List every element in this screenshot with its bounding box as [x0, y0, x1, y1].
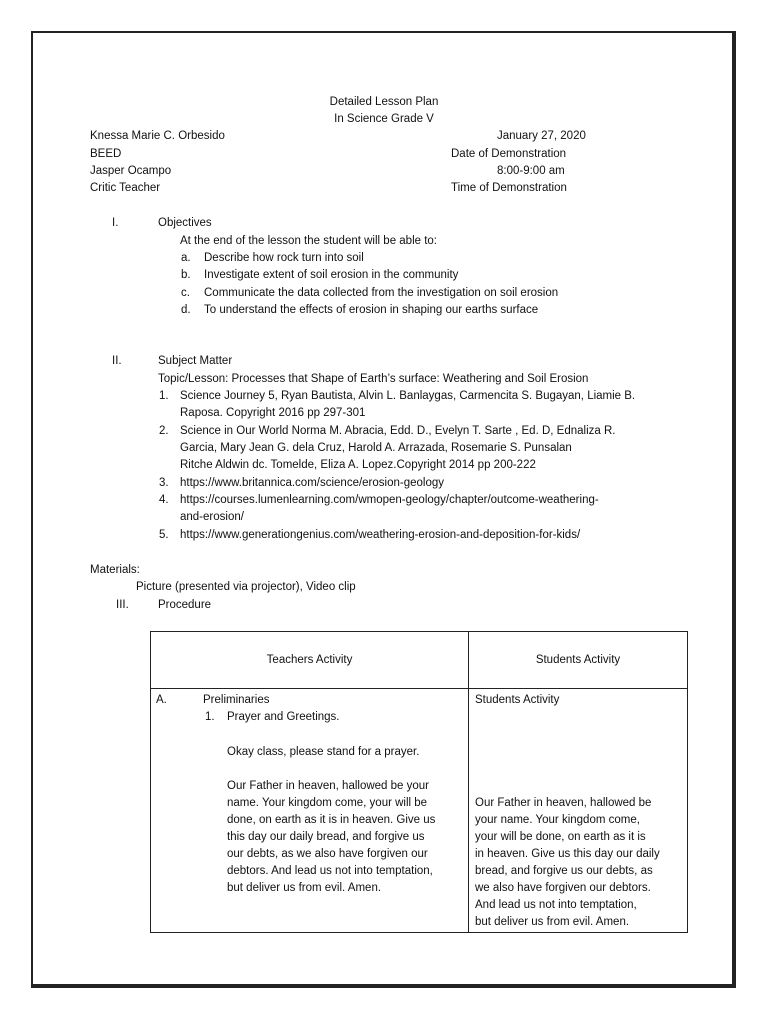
- student-prayer-line: Our Father in heaven, hallowed be: [475, 797, 652, 809]
- student-prayer-line: And lead us not into temptation,: [475, 899, 637, 911]
- topic-lesson: Topic/Lesson: Processes that Shape of Earth’s surface: Weathering and Soil Erosion: [158, 373, 589, 385]
- reference-number: 5.: [159, 529, 169, 541]
- objective-letter: a.: [181, 252, 191, 264]
- teacher-prayer-line: but deliver us from evil. Amen.: [227, 882, 382, 894]
- document-subtitle: In Science Grade V: [334, 113, 434, 125]
- reference-number: 1.: [159, 390, 169, 402]
- teacher-name: Jasper Ocampo: [90, 165, 172, 177]
- objective-item: Describe how rock turn into soil: [204, 252, 364, 264]
- reference-link[interactable]: https://courses.lumenlearning.com/wmopen-geology/chapter/outcome-weathering-: [180, 494, 599, 506]
- time-label: Time of Demonstration: [451, 182, 567, 194]
- teacher-role: Critic Teacher: [90, 182, 161, 194]
- teacher-prayer-line: our debts, as we also have forgiven our: [227, 848, 428, 860]
- subject-matter-heading: Subject Matter: [158, 355, 233, 367]
- students-activity-cell: [469, 689, 688, 933]
- document-title: Detailed Lesson Plan: [329, 96, 439, 108]
- teacher-prayer-line: debtors. And lead us not into temptation,: [227, 865, 433, 877]
- teachers-activity-header: Teachers Activity: [151, 632, 469, 689]
- objectives-intro: At the end of the lesson the student will be able to:: [180, 235, 438, 247]
- objectives-heading: Objectives: [158, 217, 212, 229]
- reference-link[interactable]: https://www.britannica.com/science/erosion-geology: [180, 477, 444, 489]
- reference-number: 4.: [159, 494, 169, 506]
- section-heading: Preliminaries: [203, 694, 270, 706]
- student-prayer-line: your name. Your kingdom come,: [475, 814, 640, 826]
- reference-link[interactable]: and-erosion/: [180, 511, 244, 523]
- objective-item: Communicate the data collected from the investigation on soil erosion: [204, 287, 559, 299]
- procedure-numeral: III.: [116, 599, 129, 611]
- reference-number: 2.: [159, 425, 169, 437]
- student-prayer-line: but deliver us from evil. Amen.: [475, 916, 630, 928]
- students-activity-header: Students Activity: [469, 632, 688, 689]
- author-name: Knessa Marie C. Orbesido: [90, 130, 225, 142]
- reference-line: Raposa. Copyright 2016 pp 297-301: [180, 407, 366, 419]
- reference-line: Science Journey 5, Ryan Bautista, Alvin L. Banlaygas, Carmencita S. Bugayan, Liamie B.: [180, 390, 636, 402]
- objective-letter: d.: [181, 304, 191, 316]
- teacher-prayer-line: Our Father in heaven, hallowed be your: [227, 780, 430, 792]
- objectives-numeral: I.: [112, 217, 119, 229]
- objective-letter: b.: [181, 269, 191, 281]
- materials-text: Picture (presented via projector), Video clip: [136, 581, 356, 593]
- reference-line: Ritche Aldwin dc. Tomelde, Eliza A. Lopez.Copyright 2014 pp 200-222: [180, 459, 536, 471]
- student-prayer-line: bread, and forgive us our debts, as: [475, 865, 653, 877]
- reference-line: Science in Our World Norma M. Abracia, Edd. D., Evelyn T. Sarte , Ed. D, Ednaliza R.: [180, 425, 616, 437]
- materials-heading: Materials:: [90, 564, 140, 576]
- date-label: Date of Demonstration: [451, 148, 567, 160]
- subject-matter-numeral: II.: [112, 355, 122, 367]
- objective-item: Investigate extent of soil erosion in the community: [204, 269, 459, 281]
- students-activity-heading: Students Activity: [475, 694, 560, 706]
- reference-number: 3.: [159, 477, 169, 489]
- student-prayer-line: your will be done, on earth as it is: [475, 831, 646, 843]
- teacher-prayer-line: name. Your kingdom come, your will be: [227, 797, 428, 809]
- reference-link[interactable]: https://www.generationgenius.com/weathering-erosion-and-deposition-for-kids/: [180, 529, 581, 541]
- author-role: BEED: [90, 148, 122, 160]
- procedure-table: [150, 631, 688, 933]
- objective-item: To understand the effects of erosion in shaping our earths surface: [204, 304, 539, 316]
- teachers-activity-cell: [151, 689, 469, 933]
- reference-line: Garcia, Mary Jean G. dela Cruz, Harold A. Arrazada, Rosemarie S. Punsalan: [180, 442, 572, 454]
- procedure-heading: Procedure: [158, 599, 212, 611]
- step-title: Prayer and Greetings.: [227, 711, 340, 723]
- section-letter: A.: [156, 694, 167, 706]
- time-value: 8:00-9:00 am: [497, 165, 565, 177]
- teacher-prayer-line: this day our daily bread, and forgive us: [227, 831, 425, 843]
- date-value: January 27, 2020: [497, 130, 586, 142]
- step-number: 1.: [205, 711, 215, 723]
- teacher-prayer-line: done, on earth as it is in heaven. Give us: [227, 814, 436, 826]
- teacher-instruction: Okay class, please stand for a prayer.: [227, 746, 420, 758]
- objective-letter: c.: [181, 287, 190, 299]
- student-prayer-line: we also have forgiven our debtors.: [475, 882, 651, 894]
- student-prayer-line: in heaven. Give us this day our daily: [475, 848, 660, 860]
